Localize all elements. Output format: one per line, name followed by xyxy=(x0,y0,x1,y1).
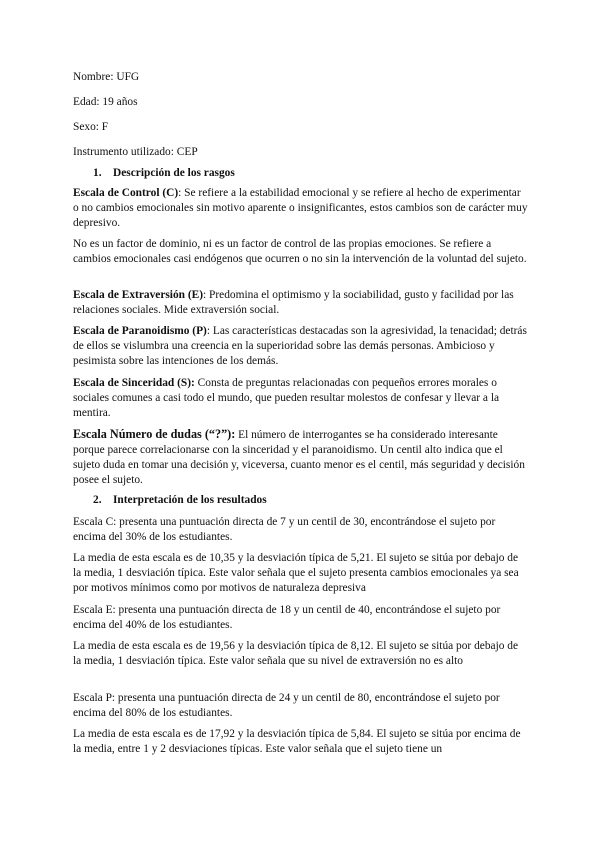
scale-paragraph-dudas xyxy=(73,427,529,488)
info-nombre: Nombre: UFG xyxy=(73,71,140,83)
scale-text: No es un factor de dominio, ni es un factor de control de las propias emociones. Se refiere a cambios emocionales casi endógenos que ocurren o no sin la intervención de la voluntad del sujeto. xyxy=(73,238,527,265)
result-paragraph-c-interpretation: La media de esta escala es de 10,35 y la desviación típica de 5,21. El sujeto se sitúa por debajo de la media, 1 desviación típica. Este valor señala que el sujeto presenta cambios emocionales ya sea por motivos mínimos como por motivos de naturaleza depresiva xyxy=(73,552,519,594)
scale-text: El número de interrogantes se ha considerado interesante porque parece correlacionarse con la sinceridad y el paranoidismo. Un centil alto indica que el sujeto duda en tomar una decisión y, viceversa, cuanto menor es el centil, más seguridad y decisión posee el sujeto. xyxy=(73,429,525,486)
section-heading-2 xyxy=(93,493,267,508)
info-instrumento: Instrumento utilizado: CEP xyxy=(73,146,198,158)
scale-term: Escala de Extraversión (E) xyxy=(73,289,204,301)
section-number: 1. xyxy=(93,167,102,179)
result-paragraph-e: Escala E: presenta una puntuación directa de 18 y un centil de 40, encontrándose el sujeto por encima del 40% de los estudiantes. xyxy=(73,604,501,631)
section-heading-1 xyxy=(93,166,235,181)
scale-paragraph-sinceridad xyxy=(73,376,529,421)
result-paragraph-c: Escala C: presenta una puntuación directa de 7 y un centil de 30, encontrándose el sujeto por encima del 30% de los estudiantes. xyxy=(73,516,496,543)
scale-text: : Predomina el optimismo y la sociabilidad, gusto y facilidad por las relaciones sociales. Mide extraversión social. xyxy=(73,289,514,316)
section-title: Interpretación de los resultados xyxy=(113,494,267,506)
scale-term: Escala de Paranoidismo (P) xyxy=(73,325,207,337)
scale-paragraph-extraversion xyxy=(73,288,529,318)
scale-term: Escala de Sinceridad (S): xyxy=(73,377,195,389)
scale-paragraph-control xyxy=(73,186,529,231)
scale-paragraph-paranoidismo xyxy=(73,324,529,369)
scale-text: : Las características destacadas son la agresividad, la tenacidad; detrás de ellos se vislumbra una creencia en la superioridad sobre las demás personas. Ambicioso y pesimista sobre las intenciones de los demás. xyxy=(73,325,527,367)
scale-term: Escala Número de dudas (“?”): xyxy=(73,427,236,441)
result-paragraph-e-interpretation: La media de esta escala es de 19,56 y la desviación típica de 8,12. El sujeto se sitúa por debajo de la media, 1 desviación típica. Este valor señala que su nivel de extraversión no es alto xyxy=(73,640,519,667)
result-paragraph-p: Escala P: presenta una puntuación directa de 24 y un centil de 80, encontrándose el sujeto por encima del 80% de los estudiantes. xyxy=(73,692,500,719)
section-number: 2. xyxy=(93,494,102,506)
scale-text: : Se refiere a la estabilidad emocional y se refiere al hecho de experimentar o no cambios emocionales sin motivo aparente o insignificantes, estos cambios son de carácter muy depresivo. xyxy=(73,187,528,229)
scale-text: Consta de preguntas relacionadas con pequeños errores morales o sociales comunes a casi todo el mundo, que pueden resultar molestos de confesar y llevar a la mentira. xyxy=(73,377,500,419)
scale-term: Escala de Control (C) xyxy=(73,187,179,199)
section-title: Descripción de los rasgos xyxy=(113,167,235,179)
result-paragraph-p-interpretation: La media de esta escala es de 17,92 y la desviación típica de 5,84. El sujeto se sitúa por encima de la media, entre 1 y 2 desviaciones típicas. Este valor señala que el sujeto tiene un xyxy=(73,728,521,755)
scale-paragraph-control-continued xyxy=(73,237,529,267)
info-edad: Edad: 19 años xyxy=(73,96,138,108)
info-sexo: Sexo: F xyxy=(73,121,109,133)
